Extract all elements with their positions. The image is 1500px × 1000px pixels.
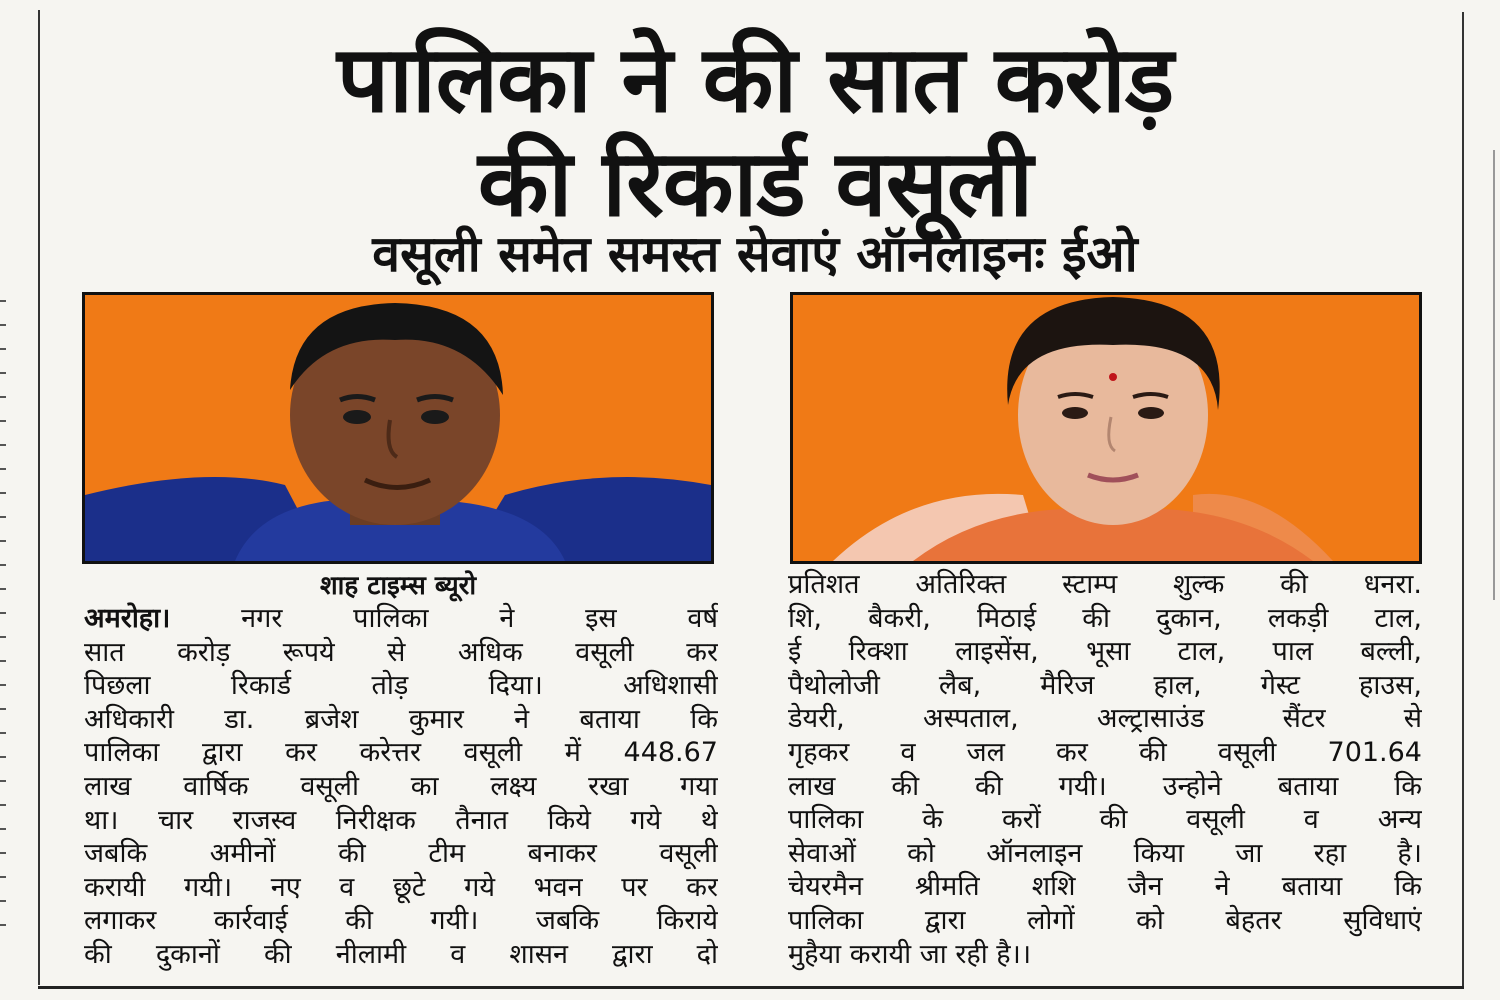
- byline: शाह टाइम्स ब्यूरो: [319, 571, 477, 601]
- margin-ticks: [0, 300, 6, 940]
- headline-line-2: की रिकार्ड वसूली: [477, 130, 1033, 237]
- article-line: सेवाओं को ऑनलाइन किया जा रहा है।: [788, 837, 1422, 869]
- portrait-man-icon: [85, 295, 711, 561]
- article-line: पैथोलोजी लैब, मैरिज हाल, गेस्ट हाउस,: [788, 669, 1422, 701]
- dateline: अमरोहा।: [84, 603, 171, 634]
- article-line: पालिका के करों की वसूली व अन्य: [788, 804, 1422, 836]
- article-line: था। चार राजस्व निरीक्षक तैनात किये गये थे: [84, 804, 718, 836]
- article-line: प्रतिशत अतिरिक्त स्टाम्प शुल्क की धनरा.: [788, 569, 1422, 600]
- article-line: गृहकर व जल कर की वसूली 701.64: [788, 736, 1422, 768]
- article-line: पालिका द्वारा लोगों को बेहतर सुविधाएं: [788, 904, 1422, 936]
- photo-chairperson-woman: [790, 292, 1422, 564]
- headline: [60, 28, 1450, 236]
- article-line: की दुकानों की नीलामी व शासन द्वारा दो: [84, 938, 718, 970]
- article-line: डेयरी, अस्पताल, अल्ट्रासाउंड सैंटर से: [788, 703, 1422, 735]
- article-line: अधिकारी डा. ब्रजेश कुमार ने बताया कि: [84, 703, 718, 735]
- article-line: लाख वार्षिक वसूली का लक्ष्य रखा गया: [84, 770, 718, 802]
- bottom-rule: [38, 986, 1464, 989]
- portrait-woman-icon: [793, 295, 1419, 561]
- column-rule-left: [38, 10, 40, 985]
- article-line: शि, बैकरी, मिठाई की दुकान, लकड़ी टाल,: [788, 602, 1422, 634]
- article-line: पालिका द्वारा कर करेत्तर वसूली में 448.67: [84, 737, 718, 769]
- page-edge-rule: [1493, 150, 1495, 600]
- article-line: चेयरमैन श्रीमति शशि जैन ने बताया कि: [788, 871, 1422, 903]
- photo-official-man: [82, 292, 714, 564]
- subheadline: वसूली समेत समस्त सेवाएं ऑनलाइनः ईओ: [372, 225, 1138, 283]
- article-line: जबकि अमीनों की टीम बनाकर वसूली: [84, 838, 718, 870]
- article-line: लगाकर कार्रवाई की गयी। जबकि किराये: [84, 905, 718, 937]
- article-line: [84, 602, 718, 636]
- article-line: मुहैया करायी जा रही है।।: [788, 938, 1032, 970]
- headline-line-1: पालिका ने की सात करोड़: [336, 26, 1174, 133]
- article-column-left: [84, 602, 718, 972]
- article-line: ई रिक्शा लाइसेंस, भूसा टाल, पाल बल्ली,: [788, 636, 1422, 668]
- article-line: सात करोड़ रूपये से अधिक वसूली कर: [84, 636, 718, 668]
- article-line: लाख की की गयी। उन्होने बताया कि: [788, 770, 1422, 802]
- article-line: पिछला रिकार्ड तोड़ दिया। अधिशासी: [84, 670, 718, 702]
- article-line: करायी गयी। नए व छूटे गये भवन पर कर: [84, 871, 718, 903]
- column-rule-right: [1462, 12, 1464, 987]
- article-column-right: [788, 568, 1422, 971]
- article-text: नगर पालिका ने इस वर्ष: [241, 603, 718, 634]
